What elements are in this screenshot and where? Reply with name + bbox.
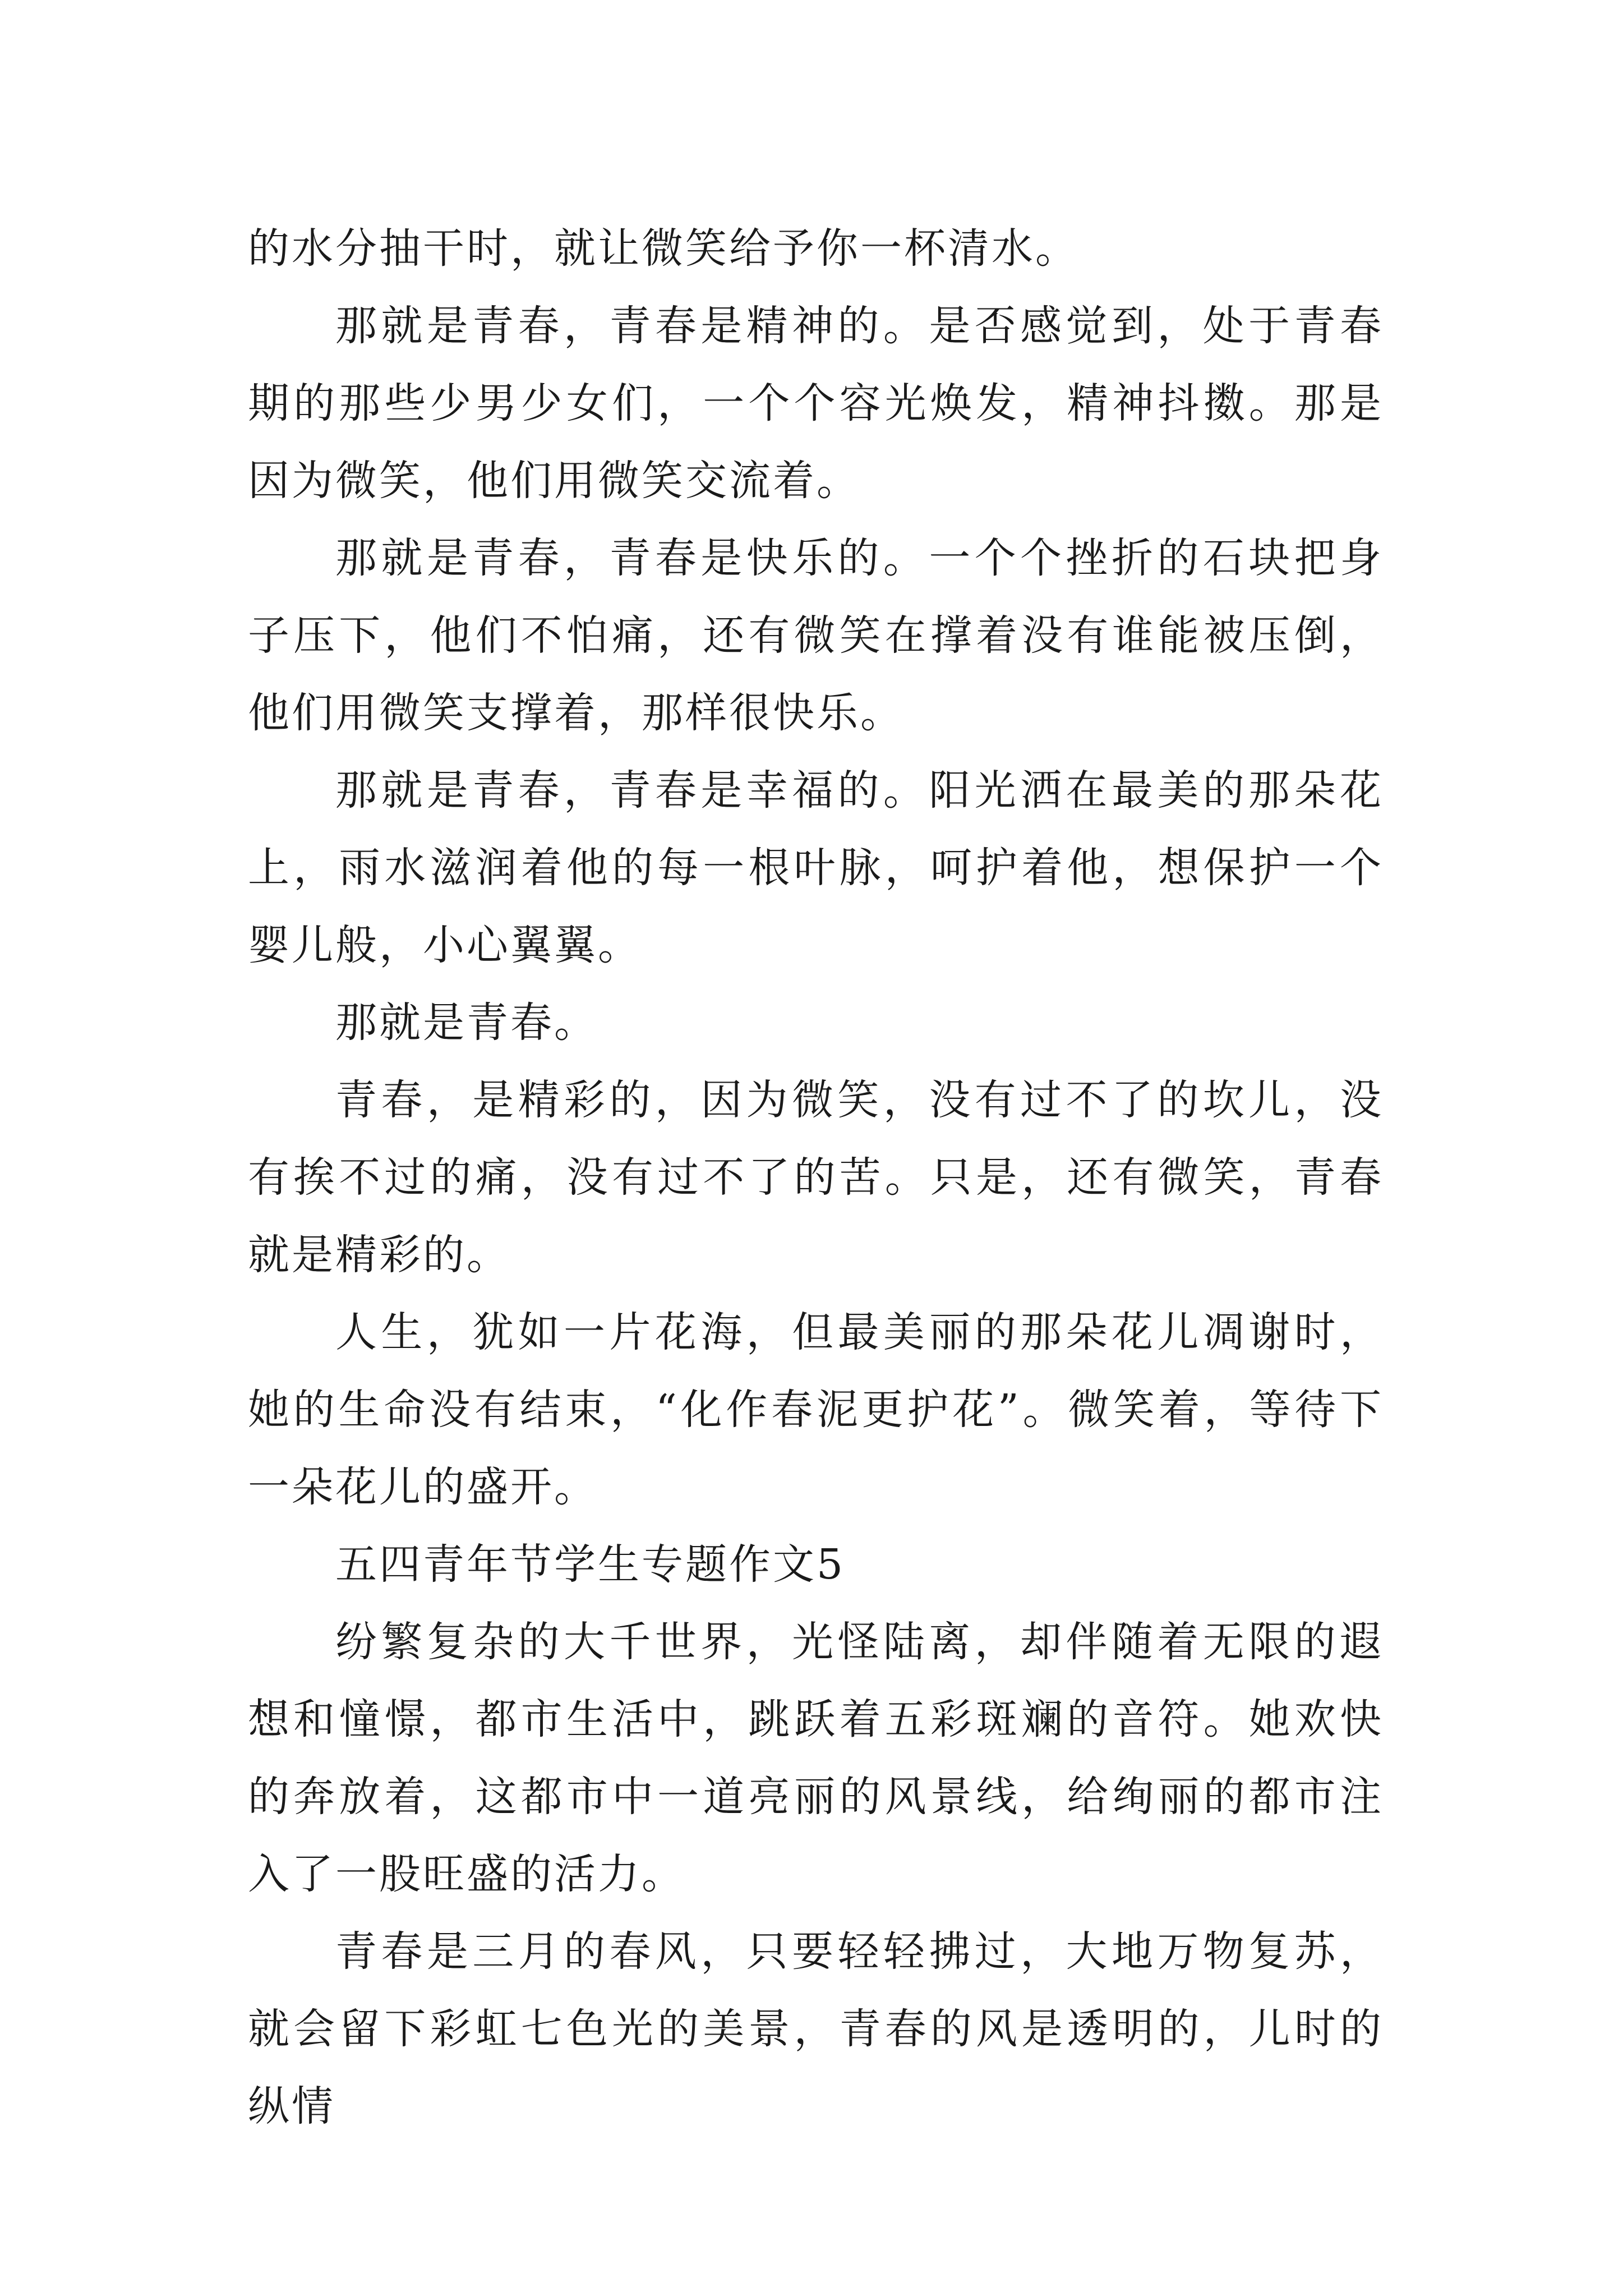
section-heading: 五四青年节学生专题作文5 [335, 1540, 846, 1589]
paragraph-life-flower-sea: 人生，犹如一片花海，但最美丽的那朵花儿凋谢时，她的生命没有结束，“化作春泥更护花”。微笑着，等待下一朵花儿的盛开。 [248, 1308, 1384, 1511]
document-body [248, 210, 1384, 2145]
paragraph-spirit: 那就是青春，青春是精神的。是否感觉到，处于青春期的那些少男少女们，一个个容光焕发，精神抖擞。那是因为微笑，他们用微笑交流着。 [248, 302, 1384, 505]
paragraph-city-life: 纷繁复杂的大千世界，光怪陆离，却伴随着无限的遐想和憧憬，都市生活中，跳跃着五彩斑斓的音符。她欢快的奔放着，这都市中一道亮丽的风景线，给绚丽的都市注入了一股旺盛的活力。 [248, 1618, 1384, 1898]
paragraph-continuation: 的水分抽干时，就让微笑给予你一杯清水。 [248, 224, 1079, 273]
paragraph-that-is-youth: 那就是青春。 [335, 999, 598, 1047]
paragraph-blessed: 那就是青春，青春是幸福的。阳光洒在最美的那朵花上，雨水滋润着他的每一根叶脉，呵护着他，想保护一个婴儿般，小心翼翼。 [248, 766, 1384, 969]
paragraph-spring-wind: 青春是三月的春风，只要轻轻拂过，大地万物复苏，就会留下彩虹七色光的美景，青春的风是透明的，儿时的纵情 [248, 1927, 1384, 2131]
paragraph-happy: 那就是青春，青春是快乐的。一个个挫折的石块把身子压下，他们不怕痛，还有微笑在撑着没有谁能被压倒，他们用微笑支撑着，那样很快乐。 [248, 534, 1384, 737]
paragraph-wonderful: 青春，是精彩的，因为微笑，没有过不了的坎儿，没有挨不过的痛，没有过不了的苦。只是，还有微笑，青春就是精彩的。 [248, 1076, 1384, 1279]
